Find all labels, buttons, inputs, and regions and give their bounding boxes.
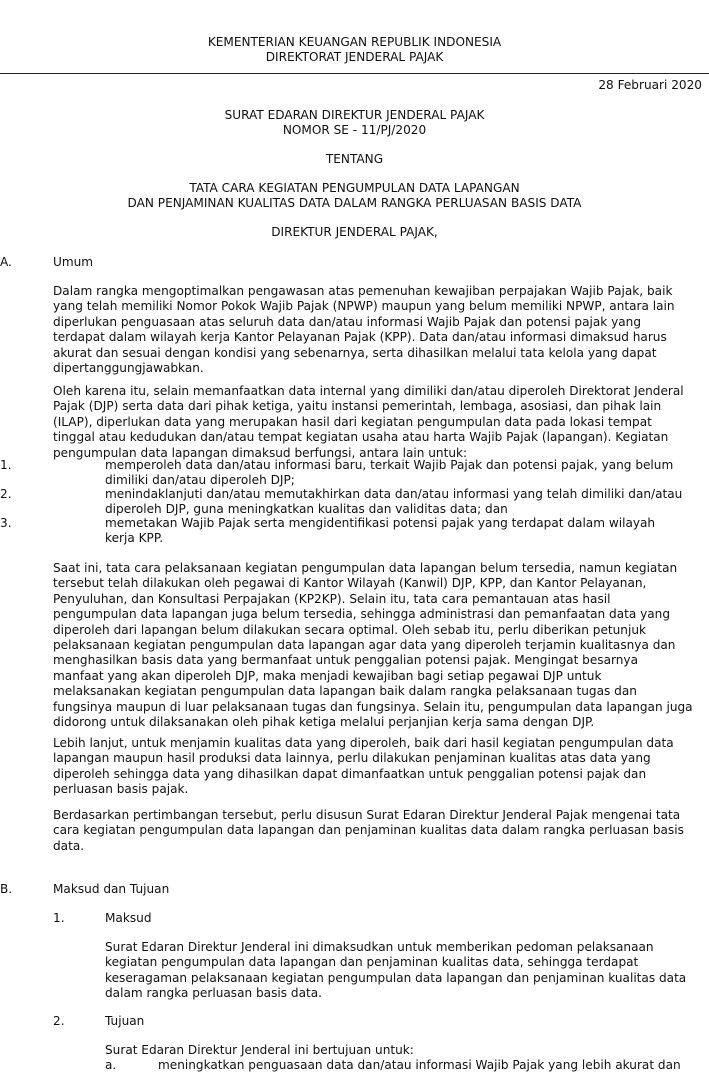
section-b-heading: Maksud dan Tujuan (53, 882, 170, 896)
maksud-paragraph (105, 940, 709, 1002)
text-line: kerja KPP. (105, 531, 164, 546)
list-text (105, 458, 673, 489)
title-about: TENTANG (325, 152, 384, 166)
section-a-paragraph-4 (53, 736, 709, 798)
subsection-heading-maksud: Maksud (105, 911, 152, 925)
text-line: lapangan maupun hasil produksi data lainnya, perlu dilakukan penjaminan kualitas atas data yang (53, 751, 651, 766)
text-line: Saat ini, tata cara pelaksanaan kegiatan pengumpulan data lapangan belum tersedia, namun kegiatan (53, 561, 678, 575)
section-a-paragraph-1 (53, 284, 709, 376)
header-divider (0, 73, 709, 74)
list-number: 2. (0, 487, 12, 501)
list-number: 3. (0, 516, 12, 530)
title-line-1: SURAT EDARAN DIREKTUR JENDERAL PAJAK (224, 108, 485, 122)
directorate-name: DIREKTORAT JENDERAL PAJAK (265, 50, 444, 64)
text-line: diperoleh DJP, guna meningkatkan kualitas dan validitas data; dan (105, 502, 508, 517)
list-text (105, 516, 655, 547)
text-line: pengumpulan data lapangan juga belum tersedia, sehingga administrasi dan pemanfaatan data yang (53, 607, 671, 622)
text-line: dipertanggungjawabkan. (53, 361, 204, 376)
tujuan-item-letter: a. (105, 1058, 117, 1072)
text-line: Penyuluhan, dan Konsultasi Perpajakan (KP2KP). Selain itu, tata cara pemantauan atas hasil (53, 591, 611, 606)
text-line: yang telah memiliki Nomor Pokok Wajib Pajak (NPWP) maupun yang belum memiliki NPWP, antara lain (53, 299, 675, 314)
text-line: Oleh karena itu, selain memanfaatkan data internal yang dimiliki dan/atau diperoleh Direktorat Jenderal (53, 384, 684, 398)
text-line: diperlukan penguasaan atas seluruh data dan/atau informasi Wajib Pajak dan potensi pajak yang (53, 314, 642, 329)
section-a-paragraph-3 (53, 561, 709, 730)
subsection-number: 1. (53, 911, 65, 925)
text-line: memperoleh data dan/atau informasi baru, terkait Wajib Pajak dan potensi pajak, yang belum (105, 458, 674, 472)
text-line: Pajak (DJP) serta data dari pihak ketiga, yaitu instansi pemerintah, lembaga, asosiasi, dan pihak lain (53, 399, 662, 414)
text-line: pelaksanaan kegiatan pengumpulan data lapangan agar data yang diperoleh terjamin kualitasnya dan (53, 638, 676, 653)
text-line: diperoleh dari lapangan belum dilakukan secara optimal. Oleh sebab itu, perlu diberikan petunjuk (53, 622, 646, 637)
text-line: pengumpulan data lapangan dimaksud berfungsi, antara lain untuk: (53, 445, 468, 460)
text-line: memetakan Wajib Pajak serta mengidentifikasi potensi pajak yang terdapat dalam wilayah (105, 516, 656, 530)
text-line: menghasilkan basis data yang bermanfaat untuk penggalian potensi pajak. Mengingat besarnya (53, 653, 638, 668)
section-b-letter: B. (0, 882, 13, 896)
subject-line-2: DAN PENJAMINAN KUALITAS DATA DALAM RANGKA PERLUASAN BASIS DATA (127, 196, 582, 210)
text-line: cara kegiatan pengumpulan data lapangan dan penjaminan kualitas data dalam rangka perluasan basis (53, 823, 684, 838)
text-line: perluasan basis pajak. (53, 782, 189, 797)
text-line: diperoleh sehingga data yang dihasilkan dapat dimanfaatkan untuk penggalian potensi pajak dan (53, 766, 647, 781)
title-number: NOMOR SE - 11/PJ/2020 (282, 123, 427, 137)
text-line: kegiatan pengumpulan data lapangan dan penjaminan kualitas data, sehingga terdapat (105, 955, 639, 970)
subsection-number: 2. (53, 1014, 65, 1028)
text-line: Surat Edaran Direktur Jenderal ini dimaksudkan untuk memberikan pedoman pelaksanaan (105, 940, 654, 954)
text-line: menindaklanjuti dan/atau memutakhirkan data dan/atau informasi yang telah dimiliki dan/atau (105, 487, 683, 501)
text-line: manfaat yang akan diperoleh DJP, maka menjadi kewajiban bagi setiap pegawai DJP untuk (53, 668, 602, 683)
text-line: tersebut telah dilakukan oleh pegawai di Kantor Wilayah (Kanwil) DJP, KPP, dan Kantor Pelayanan, (53, 576, 647, 591)
text-line: keseragaman pelaksanaan kegiatan pengumpulan data lapangan dan penjaminan kualitas data (105, 970, 687, 985)
section-a-letter: A. (0, 255, 12, 269)
section-a-paragraph-2 (53, 384, 709, 461)
text-line: fungsinya maupun di luar pelaksanaan tugas dan fungsinya. Selain itu, pengumpulan data lapangan juga (53, 699, 693, 714)
subsection-heading-tujuan: Tujuan (105, 1014, 145, 1028)
list-item (0, 458, 709, 489)
text-line: Berdasarkan pertimbangan tersebut, perlu disusun Surat Edaran Direktur Jenderal Pajak mengenai tata (53, 808, 681, 822)
text-line: didorong untuk dilaksanakan oleh pihak ketiga melalui perjanjian kerja sama dengan DJP. (53, 715, 595, 730)
text-line: dimiliki dan/atau diperoleh DJP; (105, 473, 295, 488)
issuer-title: DIREKTUR JENDERAL PAJAK, (271, 225, 438, 239)
text-line: Lebih lanjut, untuk menjamin kualitas data yang diperoleh, baik dari hasil kegiatan pengumpulan data (53, 736, 674, 750)
text-line: data. (53, 838, 85, 853)
list-text (105, 487, 682, 518)
section-a-paragraph-5 (53, 808, 709, 854)
tujuan-item-text: meningkatkan penguasaan data dan/atau informasi Wajib Pajak yang lebih akurat dan (158, 1058, 681, 1072)
section-a-heading: Umum (53, 255, 94, 269)
document-date: 28 Februari 2020 (598, 78, 702, 92)
list-item (0, 516, 709, 547)
text-line: melaksanakan kegiatan pengumpulan data lapangan baik dalam rangka pelaksanaan tugas dan (53, 684, 637, 699)
text-line: (ILAP), diperlukan data yang merupakan hasil dari kegiatan pengumpulan data pada lokasi tempat (53, 414, 652, 429)
subject-line-1: TATA CARA KEGIATAN PENGUMPULAN DATA LAPANGAN (189, 181, 520, 195)
list-item (0, 487, 709, 518)
text-line: terdapat dalam wilayah kerja Kantor Pelayanan Pajak (KPP). Data dan/atau informasi dimaksud harus (53, 330, 667, 345)
list-number: 1. (0, 458, 12, 472)
ministry-name: KEMENTERIAN KEUANGAN REPUBLIK INDONESIA (207, 35, 502, 49)
tujuan-intro: Surat Edaran Direktur Jenderal ini bertujuan untuk: (105, 1043, 414, 1057)
text-line: Dalam rangka mengoptimalkan pengawasan atas pemenuhan kewajiban perpajakan Wajib Pajak, baik (53, 284, 673, 298)
text-line: tinggal atau kedudukan dan/atau tempat kegiatan usaha atau harta Wajib Pajak (lapangan). Kegiatan (53, 430, 669, 445)
text-line: akurat dan sesuai dengan kondisi yang sebenarnya, serta dihasilkan melalui tata kelola yang dapat (53, 345, 657, 360)
text-line: dalam rangka perluasan basis data. (105, 986, 322, 1001)
